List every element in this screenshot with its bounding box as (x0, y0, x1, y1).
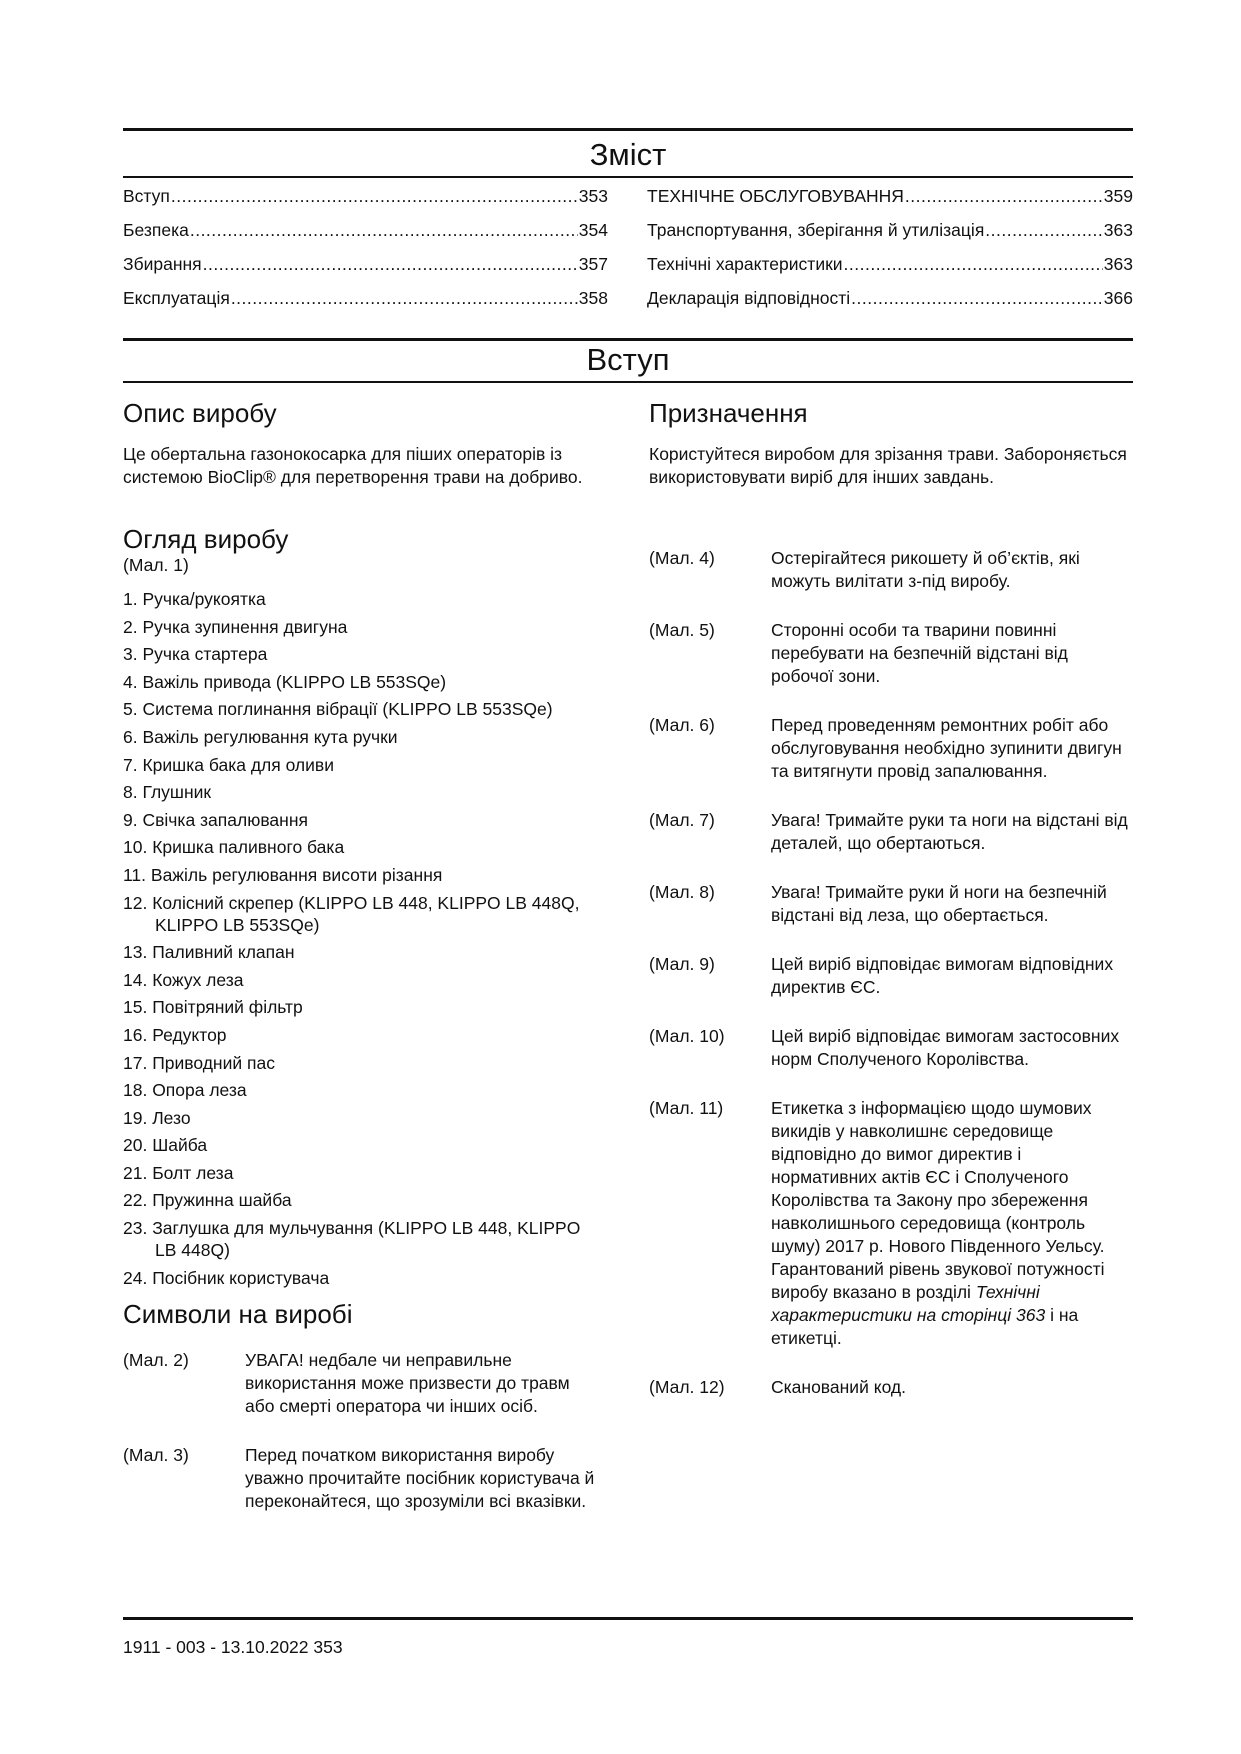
list-item: 14. Кожух леза (123, 969, 244, 990)
toc-entry[interactable] (123, 186, 608, 220)
symbol-entry (649, 1025, 1129, 1071)
toc-leader-dots (190, 220, 578, 241)
toc-entry[interactable] (123, 254, 608, 288)
list-item: 12. Колісний скрепер (KLIPPO LB 448, KLIPPO LB 448Q, KLIPPO LB 553SQe) (123, 892, 580, 935)
intro-title: Вступ (586, 342, 670, 377)
symbol-figure-ref: (Мал. 5) (649, 620, 715, 640)
purpose-text: Користуйтеся виробом для зрізання трави. Забороняється використовувати виріб для інших завдань. (649, 444, 1127, 487)
symbol-entry (649, 714, 1129, 783)
list-item: 7. Кришка бака для оливи (123, 754, 334, 775)
symbol-entry (649, 809, 1129, 855)
overview-figure-ref: (Мал. 1) (123, 555, 189, 575)
symbol-entry (123, 1444, 603, 1513)
list-item: 13. Паливний клапан (123, 942, 295, 963)
toc-entry-page: 359 (1103, 186, 1133, 206)
toc-entry[interactable] (647, 186, 1133, 220)
symbol-description: Цей виріб відповідає вимогам відповідних директив ЄС. (771, 954, 1114, 997)
symbol-figure-ref: (Мал. 7) (649, 810, 715, 830)
toc-leader-dots (171, 186, 578, 207)
symbol-entry (649, 619, 1129, 688)
toc-leader-dots (203, 254, 578, 275)
list-item: 15. Повітряний фільтр (123, 997, 303, 1018)
toc-entry-page: 353 (578, 186, 608, 206)
toc-entry-page: 357 (578, 254, 608, 274)
list-item: 10. Кришка паливного бака (123, 837, 345, 858)
intro-top-rule (123, 338, 1133, 341)
symbol-entry (649, 953, 1129, 999)
symbol-description (771, 1097, 1129, 1350)
noise-label-text: Етикетка з інформацією щодо шумових викидів у навколишнє середовище відповідно до вимог директив і нормативних актів ЄС і Сполученого Королівства та Закону про збереження навколишнього середовища (контроль шуму) 2017 р. Нового Південного Уельсу. Гарантований рівень звукової потужності виробу вказано в розділі (771, 1098, 1105, 1302)
list-item: 20. Шайба (123, 1135, 208, 1156)
page-number: 353 (313, 1637, 343, 1657)
toc-entry-page: 363 (1103, 220, 1133, 240)
toc-entry-label: Збирання (123, 254, 202, 274)
toc-leader-dots (851, 288, 1103, 309)
list-item: 8. Глушник (123, 782, 212, 803)
manual-page (123, 0, 1133, 1754)
symbol-description: Сканований код. (771, 1377, 906, 1397)
symbol-figure-ref: (Мал. 11) (649, 1098, 724, 1118)
symbol-figure-ref: (Мал. 12) (649, 1377, 725, 1397)
symbol-entry (123, 1349, 603, 1418)
toc-entry-label: Декларація відповідності (647, 288, 851, 308)
toc-entry-page: 363 (1103, 254, 1133, 274)
list-item: 5. Система поглинання вібрації (KLIPPO LB 553SQe) (123, 699, 553, 720)
list-item: 16. Редуктор (123, 1024, 227, 1045)
symbol-description: Увага! Тримайте руки та ноги на відстані від деталей, що обертаються. (771, 810, 1128, 853)
toc-entry-label: Вступ (123, 186, 170, 206)
toc-entry-page: 358 (578, 288, 608, 308)
list-item: 11. Важіль регулювання висоти різання (123, 864, 443, 885)
symbol-description: Увага! Тримайте руки й ноги на безпечній відстані від леза, що обертається. (771, 882, 1107, 925)
list-item: 24. Посібник користувача (123, 1267, 330, 1288)
toc-entry[interactable] (123, 288, 608, 322)
list-item: 6. Важіль регулювання кута ручки (123, 726, 398, 747)
intro-title-rule (123, 381, 1133, 383)
toc-title: Зміст (589, 137, 667, 172)
toc-entry-label: Транспортування, зберігання й утилізація (647, 220, 985, 240)
symbol-figure-ref: (Мал. 4) (649, 548, 715, 568)
list-item: 21. Болт леза (123, 1162, 234, 1183)
intro-left-column (123, 398, 603, 1513)
toc-top-rule (123, 128, 1133, 131)
symbol-figure-ref: (Мал. 3) (123, 1444, 189, 1465)
toc-leader-dots (844, 254, 1103, 275)
symbol-figure-ref: (Мал. 10) (649, 1026, 725, 1046)
symbol-entry (649, 881, 1129, 927)
toc-entry[interactable] (123, 220, 608, 254)
list-item: 17. Приводний пас (123, 1052, 275, 1073)
purpose-heading: Призначення (649, 398, 808, 428)
symbol-description: Перед проведенням ремонтних робіт або обслуговування необхідно зупинити двигун та витягнути провід запалювання. (771, 715, 1122, 781)
symbol-figure-ref: (Мал. 6) (649, 715, 715, 735)
symbol-figure-ref: (Мал. 8) (649, 882, 715, 902)
list-item: 18. Опора леза (123, 1080, 247, 1101)
symbol-figure-ref: (Мал. 9) (649, 954, 715, 974)
overview-heading: Огляд виробу (123, 524, 289, 554)
list-item: 3. Ручка стартера (123, 644, 268, 665)
toc-entry-label: Технічні характеристики (647, 254, 843, 274)
toc-entry-page: 366 (1103, 288, 1133, 308)
list-item: 2. Ручка зупинення двигуна (123, 616, 348, 637)
toc-entry-label: Безпека (123, 220, 189, 240)
toc-title-rule (123, 176, 1133, 178)
footer-doc-id: 1911 - 003 - 13.10.2022 (123, 1637, 309, 1657)
symbol-description: Сторонні особи та тварини повинні перебувати на безпечній відстані від робочої зони. (771, 620, 1068, 686)
toc-entry[interactable] (647, 254, 1133, 288)
symbol-entry (649, 1376, 1129, 1399)
overview-list (123, 588, 603, 1289)
symbols-heading: Символи на виробі (123, 1298, 353, 1329)
toc-leader-dots (985, 220, 1103, 241)
toc-entry-label: ТЕХНІЧНЕ ОБСЛУГОВУВАННЯ (647, 186, 904, 206)
symbol-entry (649, 547, 1129, 593)
noise-label-after: і на етикетці. (771, 1305, 1079, 1348)
symbol-description: УВАГА! недбале чи неправильне використання може призвести до травм або смерті оператора чи інших осіб. (245, 1349, 570, 1416)
symbol-description: Перед початком використання виробу уважно прочитайте посібник користувача й переконайтеся, що зрозуміли всі вказівки. (245, 1444, 595, 1511)
list-item: 22. Пружинна шайба (123, 1190, 292, 1211)
intro-right-column (649, 398, 1129, 1399)
description-heading: Опис виробу (123, 398, 277, 428)
description-text: Це обертальна газонокосарка для піших операторів із системою BioClip® для перетворення трави на добриво. (123, 444, 583, 487)
toc-left-column (123, 186, 608, 322)
toc-leader-dots (905, 186, 1103, 207)
toc-right-column (647, 186, 1133, 322)
list-item: 19. Лезо (123, 1107, 191, 1128)
symbol-figure-ref: (Мал. 2) (123, 1349, 189, 1370)
toc-entry[interactable] (647, 220, 1133, 254)
tech-specs-link[interactable]: Технічні характеристики на сторінці 363 (771, 1282, 1046, 1325)
toc-entry[interactable] (647, 288, 1133, 322)
symbol-entry-noise (649, 1097, 1129, 1350)
toc-leader-dots (231, 288, 578, 309)
symbol-description: Цей виріб відповідає вимогам застосовних норм Сполученого Королівства. (771, 1026, 1120, 1069)
toc-entry-page: 354 (578, 220, 608, 240)
list-item: 1. Ручка/рукоятка (123, 589, 266, 609)
footer (123, 1637, 343, 1658)
toc-entry-label: Експлуатація (123, 288, 230, 308)
list-item: 9. Свічка запалювання (123, 809, 308, 830)
list-item: 4. Важіль привода (KLIPPO LB 553SQe) (123, 671, 447, 692)
list-item: 23. Заглушка для мульчування (KLIPPO LB 448, KLIPPO LB 448Q) (123, 1218, 581, 1261)
footer-rule (123, 1617, 1133, 1620)
symbol-description: Остерігайтеся рикошету й об’єктів, які можуть вилітати з-під виробу. (771, 548, 1080, 591)
